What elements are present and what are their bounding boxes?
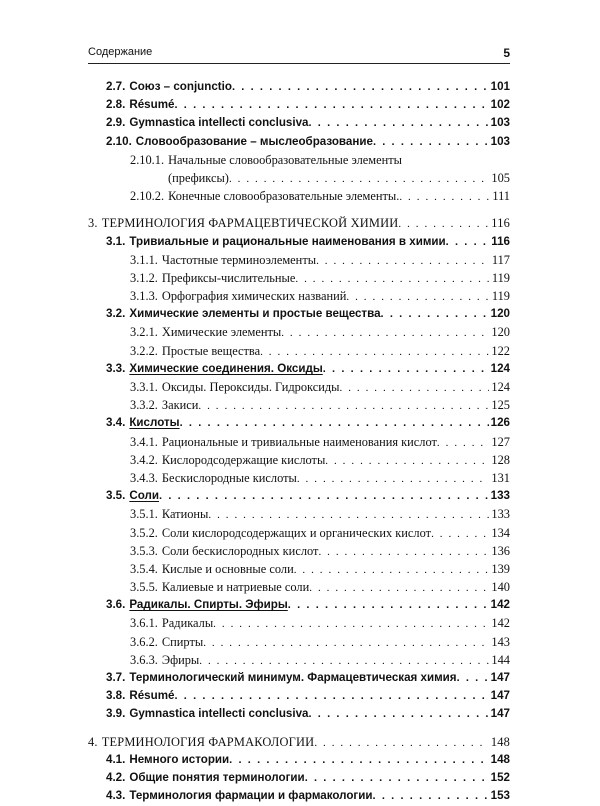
toc-entry-title: Префиксы-числительные <box>161 270 296 285</box>
toc-entry-title: Химические элементы <box>161 325 282 340</box>
dot-leader <box>308 706 488 722</box>
toc-entry-3-5-2[interactable] <box>88 525 510 543</box>
dot-leader <box>203 635 489 651</box>
toc-entry-line <box>130 652 510 669</box>
toc-entry-page: 124 <box>491 380 510 394</box>
toc-entry-number: 4.1. <box>106 752 126 766</box>
dot-leader <box>316 253 490 269</box>
toc-entry-number: 3.6.3. <box>130 652 158 667</box>
dot-leader <box>373 134 489 150</box>
toc-entry-number: 3.4.1. <box>130 434 158 449</box>
toc-entry-3-1-3[interactable] <box>88 288 510 306</box>
toc-entry-title: Орфография химических названий <box>161 289 347 304</box>
dot-leader <box>229 171 489 187</box>
dot-leader <box>318 544 489 560</box>
toc-entry-3-1[interactable] <box>88 234 510 252</box>
toc-entry-page: 144 <box>491 652 510 667</box>
toc-entry-line <box>106 415 510 431</box>
dot-leader <box>373 788 489 804</box>
dot-leader <box>398 216 489 232</box>
toc-entry-title: Кислоты <box>129 416 180 430</box>
dot-leader <box>232 79 489 95</box>
toc-entry-number: 3.1.3. <box>130 289 158 304</box>
toc-entry-line <box>106 670 510 686</box>
toc-entry-3-5[interactable] <box>88 488 510 506</box>
toc-entry-title: Gymnastica intellecti conclusiva <box>129 116 309 130</box>
toc-entry-3-4-3[interactable] <box>88 470 510 488</box>
toc-entry-page: 122 <box>491 343 510 358</box>
dot-leader <box>213 616 489 632</box>
toc-entry-number: 2.7. <box>106 80 126 93</box>
toc-entry-page: 120 <box>490 307 510 321</box>
dot-leader <box>309 580 489 596</box>
toc-entry-number: 2.10.1. <box>130 152 165 167</box>
toc-entry-line <box>106 306 510 322</box>
toc-entry-3-5-5[interactable] <box>88 579 510 597</box>
toc-entry-page: 143 <box>491 634 510 649</box>
toc-entry-page: 140 <box>491 580 510 595</box>
toc-entry-line <box>130 324 510 341</box>
toc-entry-line <box>106 706 510 722</box>
toc-entry-number: 2.10. <box>106 134 132 148</box>
toc-entry-page: 116 <box>491 234 510 248</box>
dot-leader <box>346 289 489 305</box>
toc-entry-title: Спирты <box>161 634 204 649</box>
toc-entry-3-2-1[interactable] <box>88 324 510 342</box>
toc-entry-line <box>106 788 510 804</box>
toc-entry-page: 125 <box>491 398 510 413</box>
toc-entry-number: 3.6.2. <box>130 634 158 649</box>
toc-entry-line <box>130 525 510 542</box>
dot-leader <box>399 189 490 205</box>
toc-entry-line <box>130 152 402 168</box>
running-head-title: Содержание <box>88 46 153 58</box>
toc-entry-3[interactable] <box>88 215 510 233</box>
toc-entry-2-10-1[interactable] <box>88 152 510 170</box>
toc-entry-3-2-2[interactable] <box>88 343 510 361</box>
toc-entry-title: Бескислородные кислоты <box>161 470 297 485</box>
toc-entry-3-2[interactable] <box>88 306 510 324</box>
toc-entry-page: 102 <box>490 98 510 112</box>
toc-entry-number: 3.3. <box>106 361 126 375</box>
toc-entry-title: Калиевые и натриевые соли <box>161 580 310 595</box>
toc-entry-number: 3.7. <box>106 671 126 684</box>
dot-leader <box>174 97 488 113</box>
dot-leader <box>297 471 490 487</box>
toc-entry-line <box>130 434 510 451</box>
toc-entry-3-6-1[interactable] <box>88 615 510 633</box>
toc-entry-title: Терминологический минимум. Фармацевтическая химия <box>129 671 457 684</box>
dot-leader <box>325 453 489 469</box>
toc-entry-3-4-1[interactable] <box>88 434 510 452</box>
toc-entry-3-5-1[interactable] <box>88 506 510 524</box>
dot-leader <box>437 435 489 451</box>
dot-leader <box>180 415 489 431</box>
toc-entry-number: 3.9. <box>106 707 126 721</box>
toc-entry-number: 3.2.1. <box>130 325 158 340</box>
toc-entry-title: Конечные словообразовательные элементы. <box>168 189 400 204</box>
toc-entry-page: 119 <box>491 270 510 285</box>
toc-entry-page: 142 <box>490 598 510 612</box>
dot-leader <box>199 653 489 669</box>
toc-entry-page: 120 <box>491 325 510 340</box>
dot-leader <box>174 688 488 704</box>
dot-leader <box>288 597 489 613</box>
toc-entry-number: 4. <box>88 734 98 749</box>
toc-entry-line <box>88 734 510 751</box>
toc-entry-number: 3.5.1. <box>130 507 158 522</box>
toc-entry-2-9[interactable] <box>88 115 510 133</box>
toc-entry-3-5-4[interactable] <box>88 561 510 579</box>
toc-entry-number: 3.5. <box>106 489 126 503</box>
toc-entry-number: 3.4. <box>106 416 126 430</box>
toc-entry-page: 111 <box>492 189 510 204</box>
toc-entry-line <box>106 97 510 113</box>
toc-entry-line <box>106 79 510 95</box>
toc-entry-3-3-1[interactable] <box>88 379 510 397</box>
dot-leader <box>294 562 490 578</box>
toc-entry-number: 3.5.5. <box>130 580 158 595</box>
dot-leader <box>323 361 489 377</box>
toc-entry-3-4[interactable] <box>88 415 510 433</box>
toc-entry-2-10-2[interactable] <box>88 188 510 206</box>
toc-entry-line <box>130 615 510 632</box>
toc-entry-number: 3.5.3. <box>130 543 158 558</box>
toc-entry-title: Союз – conjunctio <box>129 80 232 93</box>
toc-entry-number: 2.10.2. <box>130 189 165 204</box>
toc-entry-title: Начальные словообразовательные элементы <box>168 152 402 167</box>
dot-leader <box>159 488 489 504</box>
toc-entry-number: 3. <box>88 216 98 231</box>
toc-entry-number: 3.5.4. <box>130 561 158 576</box>
dot-leader <box>295 271 489 287</box>
toc-entry-number: 3.5.2. <box>130 525 158 540</box>
toc-entry-4[interactable] <box>88 734 510 752</box>
toc-entry-page: 103 <box>490 134 510 148</box>
toc-entry-3-3[interactable] <box>88 361 510 379</box>
toc-entry-title: Résumé <box>129 689 175 703</box>
toc-entry-line <box>130 288 510 305</box>
toc-entry-title: Кислые и основные соли <box>161 561 294 576</box>
toc-entry-page: 127 <box>491 434 510 449</box>
toc-entry-number: 3.3.1. <box>130 380 158 394</box>
toc-entry-page: 148 <box>490 734 510 749</box>
toc-entry-number: 3.3.2. <box>130 398 158 413</box>
toc-entry-title: Соли бескислородных кислот <box>161 543 319 558</box>
toc-entry-page: 147 <box>490 707 510 721</box>
dot-leader <box>260 344 489 360</box>
toc-entry-title: Химические соединения. Оксиды <box>129 361 323 375</box>
toc-entry-title: Радикалы <box>161 616 214 631</box>
toc-entry-title: Эфиры <box>161 652 200 667</box>
toc-entry-4-1[interactable] <box>88 752 510 770</box>
toc-entry-title: Рациональные и тривиальные наименования кислот <box>161 434 437 449</box>
toc-entry-page: 124 <box>490 361 510 375</box>
toc-entry-number: 2.8. <box>106 98 126 112</box>
toc-entry-title: ТЕРМИНОЛОГИЯ ФАРМАКОЛОГИИ <box>101 734 315 749</box>
toc-entry-number: 3.1.1. <box>130 252 158 267</box>
toc-entry-line <box>130 188 510 205</box>
toc-entry-page: 142 <box>491 616 510 631</box>
toc-entry-3-8[interactable] <box>88 688 510 706</box>
dot-leader <box>340 380 490 396</box>
toc-entry-page: 117 <box>491 252 510 267</box>
toc-entry-number: 3.4.2. <box>130 452 158 467</box>
toc-entry-title: ТЕРМИНОЛОГИЯ ФАРМАЦЕВТИЧЕСКОЙ ХИМИИ <box>101 216 399 231</box>
toc-entry-line <box>130 579 510 596</box>
toc-entry-line <box>106 597 510 613</box>
toc-entry-page: 116 <box>491 216 510 231</box>
toc-entry-page: 148 <box>490 752 510 766</box>
toc-entry-3-6[interactable] <box>88 597 510 615</box>
toc-entry-line <box>130 452 510 469</box>
toc-entry-page: 133 <box>491 507 510 522</box>
toc-entry-title: Частотные терминоэлементы <box>161 252 317 267</box>
toc-entry-title: Катионы <box>161 507 209 522</box>
toc-entry-4-3[interactable] <box>88 788 510 806</box>
toc-entry-line <box>130 470 510 487</box>
toc-entry-page: 147 <box>490 671 510 684</box>
toc-entry-page: 126 <box>490 416 510 430</box>
toc-entry-line <box>106 752 510 768</box>
toc-entry-page: 101 <box>490 80 510 93</box>
toc-entry-page: 105 <box>491 170 510 185</box>
toc-entry-3-6-2[interactable] <box>88 634 510 652</box>
table-of-contents <box>88 79 510 806</box>
dot-leader <box>308 115 488 131</box>
toc-entry-title: (префиксы) <box>168 170 229 185</box>
toc-entry-line <box>130 270 510 287</box>
toc-entry-3-1-2[interactable] <box>88 270 510 288</box>
dot-leader <box>457 670 489 686</box>
dot-leader <box>314 735 489 751</box>
toc-entry-4-2[interactable] <box>88 770 510 788</box>
toc-entry-line <box>168 170 510 187</box>
toc-entry-line <box>106 361 510 377</box>
toc-entry-title: Химические элементы и простые вещества <box>129 307 381 321</box>
toc-entry-page: 147 <box>490 689 510 703</box>
toc-entry-title: Словообразование – мыслеобразование <box>135 134 373 148</box>
toc-entry-2-7[interactable] <box>88 79 510 97</box>
toc-entry-title: Соли <box>129 489 160 503</box>
dot-leader <box>381 306 489 322</box>
toc-entry-3-7[interactable] <box>88 670 510 688</box>
toc-entry-title: Тривиальные и рациональные наименования в химии <box>129 234 446 248</box>
toc-entry-2-10[interactable] <box>88 134 510 152</box>
toc-entry-number: 2.9. <box>106 116 126 130</box>
dot-leader <box>305 770 489 786</box>
toc-entry-line <box>130 379 510 396</box>
toc-entry-page: 131 <box>491 470 510 485</box>
toc-entry-page: 103 <box>490 116 510 130</box>
toc-entry-line <box>130 252 510 269</box>
toc-entry-3-9[interactable] <box>88 706 510 724</box>
toc-entry-line <box>130 634 510 651</box>
toc-entry-page: 119 <box>491 289 510 304</box>
toc-entry-page: 128 <box>491 452 510 467</box>
toc-entry-3-5-3[interactable] <box>88 543 510 561</box>
dot-leader <box>281 325 489 341</box>
toc-entry-line <box>106 770 510 786</box>
toc-entry-title: Общие понятия терминологии <box>129 770 305 784</box>
toc-entry-line <box>130 561 510 578</box>
toc-entry-line <box>106 134 510 150</box>
dot-leader <box>229 752 488 768</box>
toc-entry-page: 136 <box>491 543 510 558</box>
toc-entry-line <box>106 488 510 504</box>
toc-entry-title: Оксиды. Пероксиды. Гидроксиды <box>161 380 340 394</box>
toc-entry-page: 152 <box>490 770 510 784</box>
dot-leader <box>446 234 490 250</box>
toc-entry-line <box>106 115 510 131</box>
toc-entry-line <box>130 506 510 523</box>
toc-entry-3-1-1[interactable] <box>88 252 510 270</box>
toc-entry-title: Терминология фармации и фармакологии <box>129 789 373 803</box>
toc-entry-3-4-2[interactable] <box>88 452 510 470</box>
toc-entry-number: 3.1. <box>106 234 126 248</box>
toc-entry-line <box>130 343 510 360</box>
dot-leader <box>198 398 489 414</box>
toc-entry-number: 4.3. <box>106 789 126 803</box>
toc-entry-title: Закиси <box>161 398 199 413</box>
toc-entry-page: 153 <box>490 789 510 803</box>
toc-entry-title: Кислородсодержащие кислоты <box>161 452 326 467</box>
toc-entry-title: Соли кислородсодержащих и органических кислот <box>161 525 432 540</box>
toc-entry-line <box>130 397 510 414</box>
toc-entry-title: Résumé <box>129 98 175 112</box>
toc-entry-title: Немного истории <box>129 752 230 766</box>
toc-entry-page: 134 <box>491 525 510 540</box>
toc-entry-2-8[interactable] <box>88 97 510 115</box>
toc-entry-number: 3.2.2. <box>130 343 158 358</box>
toc-entry-number: 3.1.2. <box>130 270 158 285</box>
toc-entry-page: 133 <box>490 489 510 503</box>
page-number: 5 <box>503 46 510 60</box>
toc-entry-page: 139 <box>491 561 510 576</box>
toc-entry-3-6-3[interactable] <box>88 652 510 670</box>
toc-entry-number: 3.2. <box>106 307 126 321</box>
toc-entry-3-3-2[interactable] <box>88 397 510 415</box>
toc-entry-line <box>88 215 510 232</box>
toc-entry-number: 3.4.3. <box>130 470 158 485</box>
toc-entry-number: 4.2. <box>106 770 126 784</box>
header-rule <box>88 63 510 64</box>
toc-entry-number: 3.6. <box>106 598 126 612</box>
toc-entry-title: Простые вещества <box>161 343 261 358</box>
dot-leader <box>208 507 489 523</box>
toc-entry-cont[interactable] <box>88 170 510 188</box>
toc-entry-line <box>130 543 510 560</box>
toc-entry-title: Gymnastica intellecti conclusiva <box>129 707 309 721</box>
toc-entry-title: Радикалы. Спирты. Эфиры <box>129 598 288 612</box>
dot-leader <box>431 526 489 542</box>
toc-entry-line <box>106 688 510 704</box>
running-head <box>88 46 510 62</box>
toc-entry-number: 3.8. <box>106 689 126 703</box>
toc-entry-line <box>106 234 510 250</box>
toc-entry-number: 3.6.1. <box>130 616 158 631</box>
